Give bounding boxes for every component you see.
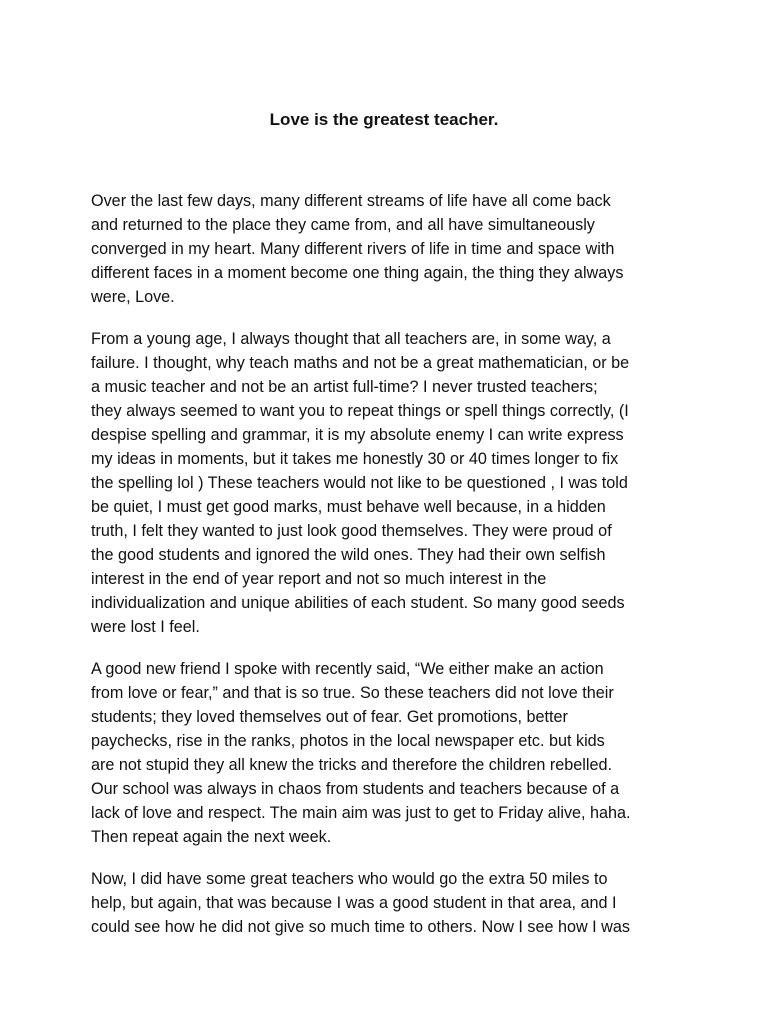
paragraph-line: Now, I did have some great teachers who would go the extra 50 miles to: [91, 870, 608, 888]
paragraph-3: [91, 657, 691, 849]
paragraph-line: truth, I felt they wanted to just look good themselves. They were proud of: [91, 522, 612, 540]
document-title: Love is the greatest teacher.: [269, 110, 499, 129]
paragraph-1: [91, 189, 691, 309]
paragraph-line: interest in the end of year report and not so much interest in the: [91, 570, 547, 588]
paragraph-2: [91, 327, 691, 639]
paragraph-line: paychecks, rise in the ranks, photos in the local newspaper etc. but kids: [91, 732, 605, 750]
paragraph-line: individualization and unique abilities of each student. So many good seeds: [91, 594, 625, 612]
paragraph-line: help, but again, that was because I was a good student in that area, and I: [91, 894, 617, 912]
paragraph-4: [91, 867, 691, 939]
paragraph-line: could see how he did not give so much time to others. Now I see how I was: [91, 918, 630, 936]
paragraph-line: are not stupid they all knew the tricks and therefore the children rebelled.: [91, 756, 612, 774]
paragraph-line: despise spelling and grammar, it is my absolute enemy I can write express: [91, 426, 624, 444]
paragraph-line: Our school was always in chaos from students and teachers because of a: [91, 780, 620, 798]
paragraph-line: were, Love.: [91, 288, 175, 306]
paragraph-line: failure. I thought, why teach maths and not be a great mathematician, or be: [91, 354, 630, 372]
paragraph-line: Over the last few days, many different streams of life have all come back: [91, 192, 611, 210]
paragraph-line: they always seemed to want you to repeat things or spell things correctly, (I: [91, 402, 629, 420]
paragraph-line: From a young age, I always thought that all teachers are, in some way, a: [91, 330, 611, 348]
paragraph-line: a music teacher and not be an artist full-time? I never trusted teachers;: [91, 378, 598, 396]
paragraph-line: lack of love and respect. The main aim was just to get to Friday alive, haha.: [91, 804, 631, 822]
paragraph-line: were lost I feel.: [91, 618, 200, 636]
paragraph-line: different faces in a moment become one thing again, the thing they always: [91, 264, 624, 282]
paragraph-line: converged in my heart. Many different rivers of life in time and space with: [91, 240, 615, 258]
paragraph-line: students; they loved themselves out of fear. Get promotions, better: [91, 708, 568, 726]
paragraph-line: my ideas in moments, but it takes me honestly 30 or 40 times longer to fix: [91, 450, 619, 468]
paragraph-line: Then repeat again the next week.: [91, 828, 332, 846]
paragraph-line: the good students and ignored the wild ones. They had their own selfish: [91, 546, 606, 564]
paragraph-line: the spelling lol ) These teachers would not like to be questioned , I was told: [91, 474, 628, 492]
paragraph-line: A good new friend I spoke with recently said, “We either make an action: [91, 660, 604, 678]
document-body: [91, 189, 691, 957]
paragraph-line: be quiet, I must get good marks, must behave well because, in a hidden: [91, 498, 606, 516]
paragraph-line: and returned to the place they came from, and all have simultaneously: [91, 216, 595, 234]
paragraph-line: from love or fear,” and that is so true. So these teachers did not love their: [91, 684, 614, 702]
